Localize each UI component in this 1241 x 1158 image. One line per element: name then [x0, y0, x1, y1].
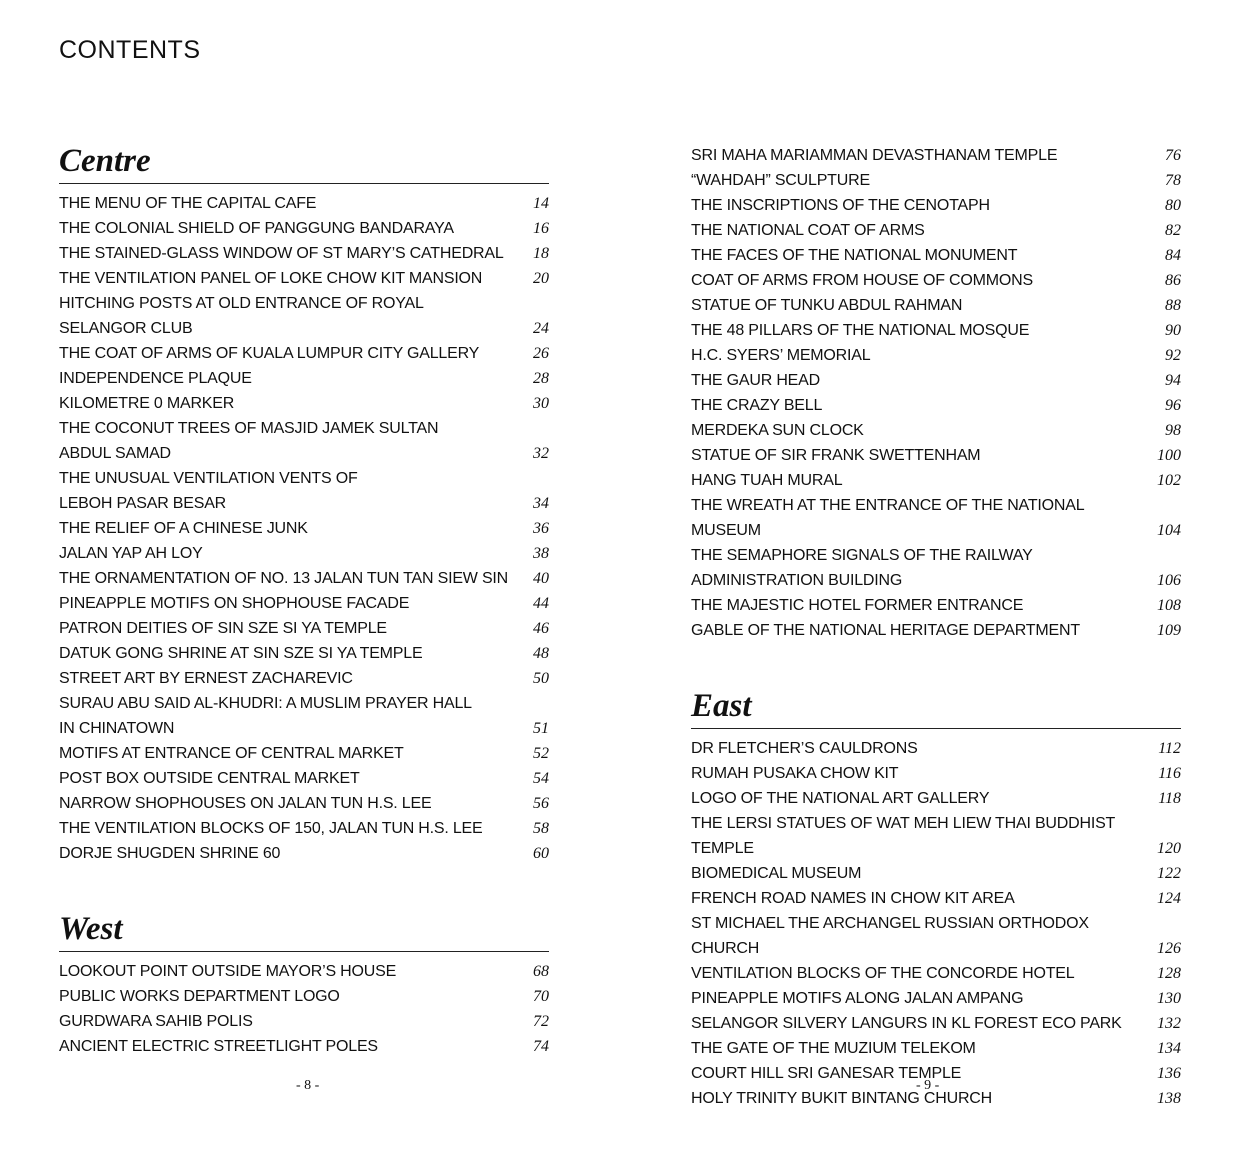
entry-title: THE LERSI STATUES OF WAT MEH LIEW THAI BUDDHIST TEMPLE [691, 815, 1116, 857]
entry-title: DR FLETCHER’S CAULDRONS [691, 740, 918, 757]
entry-title: HANG TUAH MURAL [691, 472, 843, 489]
toc-entry[interactable] [59, 791, 549, 816]
toc-entry[interactable] [691, 911, 1181, 961]
toc-entry[interactable] [59, 666, 549, 691]
entry-page-number: 68 [533, 963, 549, 980]
entry-title: THE SEMAPHORE SIGNALS OF THE RAILWAY ADMINISTRATION BUILDING [691, 547, 1033, 589]
entry-page-number: 48 [533, 645, 549, 662]
entry-page-number: 124 [1157, 890, 1181, 907]
entry-title: THE MENU OF THE CAPITAL CAFE [59, 195, 317, 212]
entry-page-number: 56 [533, 795, 549, 812]
toc-entry[interactable] [59, 984, 549, 1009]
entry-title: LOOKOUT POINT OUTSIDE MAYOR’S HOUSE [59, 963, 397, 980]
toc-entry[interactable] [691, 468, 1181, 493]
toc-section [691, 143, 1181, 643]
section-title: Centre [59, 145, 549, 184]
entry-page-number: 60 [533, 845, 549, 862]
entry-page-number: 82 [1165, 222, 1181, 239]
toc-entry[interactable] [691, 368, 1181, 393]
entry-page-number: 51 [533, 720, 549, 737]
entry-page-number: 112 [1158, 740, 1181, 757]
entry-title: THE STAINED-GLASS WINDOW OF ST MARY’S CATHEDRAL [59, 245, 504, 262]
toc-entry[interactable] [691, 543, 1181, 593]
entry-page-number: 52 [533, 745, 549, 762]
entry-title: SELANGOR SILVERY LANGURS IN KL FOREST ECO PARK [691, 1015, 1122, 1032]
entry-title: DORJE SHUGDEN SHRINE 60 [59, 845, 281, 862]
toc-entry[interactable] [59, 816, 549, 841]
toc-entry[interactable] [59, 959, 549, 984]
entry-title: PUBLIC WORKS DEPARTMENT LOGO [59, 988, 340, 1005]
entry-title: THE COAT OF ARMS OF KUALA LUMPUR CITY GALLERY [59, 345, 480, 362]
entry-page-number: 16 [533, 220, 549, 237]
entry-page-number: 78 [1165, 172, 1181, 189]
entry-title: FRENCH ROAD NAMES IN CHOW KIT AREA [691, 890, 1015, 907]
entry-title: SURAU ABU SAID AL-KHUDRI: A MUSLIM PRAYER HALL IN CHINATOWN [59, 695, 472, 737]
entry-title: STATUE OF SIR FRANK SWETTENHAM [691, 447, 981, 464]
toc-entry[interactable] [59, 366, 549, 391]
entry-page-number: 106 [1157, 572, 1181, 589]
entry-title: HITCHING POSTS AT OLD ENTRANCE OF ROYAL SELANGOR CLUB [59, 295, 424, 337]
entry-page-number: 14 [533, 195, 549, 212]
entry-title: PINEAPPLE MOTIFS ON SHOPHOUSE FACADE [59, 595, 410, 612]
toc-entry[interactable] [59, 591, 549, 616]
entry-title: MERDEKA SUN CLOCK [691, 422, 864, 439]
entry-page-number: 94 [1165, 372, 1181, 389]
toc-section [59, 145, 549, 866]
entry-title: ANCIENT ELECTRIC STREETLIGHT POLES [59, 1038, 378, 1055]
toc-entry[interactable] [691, 218, 1181, 243]
toc-entry[interactable] [59, 191, 549, 216]
entry-title: PATRON DEITIES OF SIN SZE SI YA TEMPLE [59, 620, 387, 637]
toc-entry[interactable] [59, 566, 549, 591]
toc-entry[interactable] [59, 416, 549, 466]
toc-entry[interactable] [691, 986, 1181, 1011]
toc-entry[interactable] [691, 193, 1181, 218]
entry-title: VENTILATION BLOCKS OF THE CONCORDE HOTEL [691, 965, 1075, 982]
section-title: East [691, 690, 1181, 729]
page-number-right: - 9 - [916, 1078, 940, 1093]
entry-title: PINEAPPLE MOTIFS ALONG JALAN AMPANG [691, 990, 1024, 1007]
entry-page-number: 34 [533, 495, 549, 512]
entry-page-number: 109 [1157, 622, 1181, 639]
entry-title: INDEPENDENCE PLAQUE [59, 370, 252, 387]
entry-page-number: 36 [533, 520, 549, 537]
entry-title: GABLE OF THE NATIONAL HERITAGE DEPARTMENT [691, 622, 1080, 639]
entry-page-number: 116 [1158, 765, 1181, 782]
toc-entry[interactable] [691, 243, 1181, 268]
toc-entry[interactable] [59, 341, 549, 366]
entry-title: THE FACES OF THE NATIONAL MONUMENT [691, 247, 1018, 264]
toc-entry[interactable] [691, 1011, 1181, 1036]
page-title: CONTENTS [59, 36, 201, 64]
entry-title: COAT OF ARMS FROM HOUSE OF COMMONS [691, 272, 1033, 289]
entry-page-number: 80 [1165, 197, 1181, 214]
entry-title: THE MAJESTIC HOTEL FORMER ENTRANCE [691, 597, 1024, 614]
toc-section [59, 913, 549, 1059]
toc-entry[interactable] [691, 736, 1181, 761]
entry-page-number: 98 [1165, 422, 1181, 439]
toc-entry[interactable] [59, 641, 549, 666]
entry-title: SRI MAHA MARIAMMAN DEVASTHANAM TEMPLE [691, 147, 1058, 164]
entry-title: THE GAUR HEAD [691, 372, 820, 389]
entry-page-number: 74 [533, 1038, 549, 1055]
toc-entry[interactable] [59, 466, 549, 516]
entry-title: THE 48 PILLARS OF THE NATIONAL MOSQUE [691, 322, 1030, 339]
entry-title: MOTIFS AT ENTRANCE OF CENTRAL MARKET [59, 745, 404, 762]
entry-title: LOGO OF THE NATIONAL ART GALLERY [691, 790, 990, 807]
section-title: West [59, 913, 549, 952]
toc-entry[interactable] [691, 493, 1181, 543]
entry-title: THE COCONUT TREES OF MASJID JAMEK SULTAN ABDUL SAMAD [59, 420, 439, 462]
entry-title: THE UNUSUAL VENTILATION VENTS OF LEBOH PASAR BESAR [59, 470, 358, 512]
entry-title: THE VENTILATION BLOCKS OF 150, JALAN TUN H.S. LEE [59, 820, 483, 837]
entry-page-number: 128 [1157, 965, 1181, 982]
entry-title: JALAN YAP AH LOY [59, 545, 203, 562]
entry-page-number: 88 [1165, 297, 1181, 314]
left-column [59, 145, 549, 1106]
toc-entry[interactable] [691, 293, 1181, 318]
entry-page-number: 104 [1157, 522, 1181, 539]
entry-page-number: 20 [533, 270, 549, 287]
entry-title: DATUK GONG SHRINE AT SIN SZE SI YA TEMPLE [59, 645, 423, 662]
toc-entry[interactable] [691, 143, 1181, 168]
toc-entry[interactable] [59, 391, 549, 416]
toc-entry[interactable] [691, 811, 1181, 861]
entry-page-number: 90 [1165, 322, 1181, 339]
entry-page-number: 24 [533, 320, 549, 337]
entry-page-number: 100 [1157, 447, 1181, 464]
toc-entry[interactable] [59, 741, 549, 766]
toc-entry[interactable] [691, 761, 1181, 786]
toc-entry[interactable] [59, 616, 549, 641]
entry-title: STATUE OF TUNKU ABDUL RAHMAN [691, 297, 963, 314]
entry-page-number: 120 [1157, 840, 1181, 857]
entry-title: THE RELIEF OF A CHINESE JUNK [59, 520, 308, 537]
entry-page-number: 46 [533, 620, 549, 637]
toc-entry[interactable] [59, 1034, 549, 1059]
entry-page-number: 92 [1165, 347, 1181, 364]
entry-title: THE GATE OF THE MUZIUM TELEKOM [691, 1040, 976, 1057]
right-column [691, 143, 1181, 1158]
entry-title: RUMAH PUSAKA CHOW KIT [691, 765, 899, 782]
entry-page-number: 70 [533, 988, 549, 1005]
toc-section [691, 690, 1181, 1111]
entry-page-number: 38 [533, 545, 549, 562]
toc-entry[interactable] [691, 268, 1181, 293]
entry-page-number: 30 [533, 395, 549, 412]
toc-entry[interactable] [59, 841, 549, 866]
entry-title: NARROW SHOPHOUSES ON JALAN TUN H.S. LEE [59, 795, 432, 812]
toc-entry[interactable] [59, 541, 549, 566]
entry-title: THE WREATH AT THE ENTRANCE OF THE NATIONAL MUSEUM [691, 497, 1084, 539]
toc-entry[interactable] [691, 443, 1181, 468]
toc-entry[interactable] [59, 241, 549, 266]
toc-entry[interactable] [691, 343, 1181, 368]
entry-title: H.C. SYERS’ MEMORIAL [691, 347, 871, 364]
entry-title: STREET ART BY ERNEST ZACHAREVIC [59, 670, 353, 687]
toc-entry[interactable] [691, 593, 1181, 618]
entry-title: THE VENTILATION PANEL OF LOKE CHOW KIT MANSION [59, 270, 483, 287]
entry-page-number: 32 [533, 445, 549, 462]
entry-page-number: 126 [1157, 940, 1181, 957]
entry-title: THE CRAZY BELL [691, 397, 823, 414]
toc-entry[interactable] [691, 886, 1181, 911]
toc-entry[interactable] [691, 786, 1181, 811]
entry-title: BIOMEDICAL MUSEUM [691, 865, 862, 882]
entry-title: KILOMETRE 0 MARKER [59, 395, 235, 412]
entry-title: THE NATIONAL COAT OF ARMS [691, 222, 925, 239]
toc-entry[interactable] [59, 766, 549, 791]
toc-entry[interactable] [59, 216, 549, 241]
toc-entry[interactable] [691, 318, 1181, 343]
entry-title: “WAHDAH” SCULPTURE [691, 172, 870, 189]
toc-entry[interactable] [59, 1009, 549, 1034]
entry-page-number: 86 [1165, 272, 1181, 289]
toc-entry[interactable] [59, 516, 549, 541]
entry-page-number: 134 [1157, 1040, 1181, 1057]
toc-entry[interactable] [691, 1036, 1181, 1061]
entry-page-number: 130 [1157, 990, 1181, 1007]
toc-entry[interactable] [59, 691, 549, 741]
entry-title: THE COLONIAL SHIELD OF PANGGUNG BANDARAYA [59, 220, 454, 237]
toc-entry[interactable] [59, 266, 549, 291]
entry-page-number: 84 [1165, 247, 1181, 264]
entry-title: ST MICHAEL THE ARCHANGEL RUSSIAN ORTHODOX CHURCH [691, 915, 1089, 957]
entry-page-number: 108 [1157, 597, 1181, 614]
entry-page-number: 122 [1157, 865, 1181, 882]
entry-page-number: 102 [1157, 472, 1181, 489]
toc-entry[interactable] [691, 168, 1181, 193]
entry-page-number: 28 [533, 370, 549, 387]
entry-page-number: 132 [1157, 1015, 1181, 1032]
entry-page-number: 54 [533, 770, 549, 787]
entry-page-number: 40 [533, 570, 549, 587]
entry-title: HOLY TRINITY BUKIT BINTANG CHURCH [691, 1090, 993, 1107]
entry-page-number: 96 [1165, 397, 1181, 414]
entry-page-number: 76 [1165, 147, 1181, 164]
entry-title: POST BOX OUTSIDE CENTRAL MARKET [59, 770, 360, 787]
toc-entry[interactable] [691, 618, 1181, 643]
entry-page-number: 26 [533, 345, 549, 362]
entry-page-number: 136 [1157, 1065, 1181, 1082]
entry-page-number: 18 [533, 245, 549, 262]
entry-page-number: 72 [533, 1013, 549, 1030]
entry-page-number: 58 [533, 820, 549, 837]
toc-entry[interactable] [691, 961, 1181, 986]
entry-page-number: 50 [533, 670, 549, 687]
entry-title: THE INSCRIPTIONS OF THE CENOTAPH [691, 197, 990, 214]
entry-title: THE ORNAMENTATION OF NO. 13 JALAN TUN TAN SIEW SIN [59, 570, 509, 587]
entry-title: COURT HILL SRI GANESAR TEMPLE [691, 1065, 962, 1082]
toc-entry[interactable] [691, 861, 1181, 886]
entry-page-number: 44 [533, 595, 549, 612]
page-number-left: - 8 - [296, 1078, 320, 1093]
toc-entry[interactable] [691, 393, 1181, 418]
entry-title: GURDWARA SAHIB POLIS [59, 1013, 253, 1030]
entry-page-number: 118 [1158, 790, 1181, 807]
toc-entry[interactable] [59, 291, 549, 341]
entry-page-number: 138 [1157, 1090, 1181, 1107]
toc-entry[interactable] [691, 418, 1181, 443]
